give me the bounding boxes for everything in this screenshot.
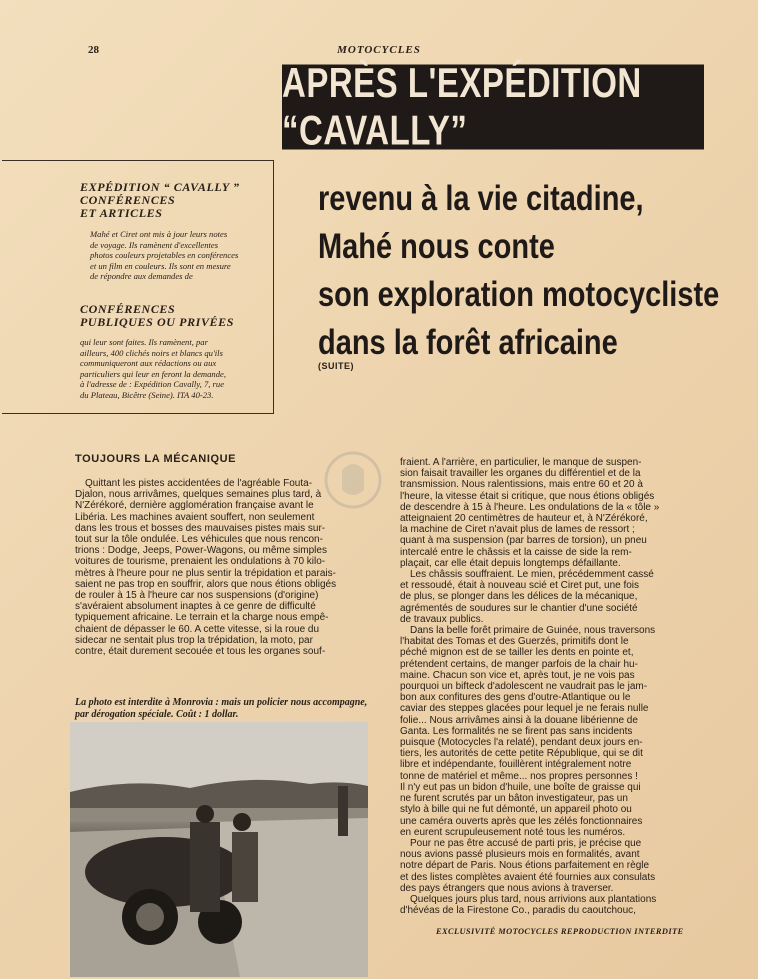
photo-illustration bbox=[70, 722, 368, 977]
info-box-subtitle-line: CONFÉRENCES bbox=[80, 302, 176, 316]
info-box-subtitle-line: PUBLIQUES OU PRIVÉES bbox=[80, 315, 235, 329]
text-line: l'heure, la vitesse était si critique, que nous étions obligés bbox=[400, 490, 655, 502]
banner-title: APRÈS L'EXPÉDITION “CAVALLY” bbox=[282, 59, 642, 154]
text-line: typiquement africaine. Le terrain et la charge nous empê- bbox=[75, 612, 329, 624]
section-title: TOUJOURS LA MÉCANIQUE bbox=[75, 453, 237, 465]
text-line: communiqueront aux rédactions ou aux bbox=[80, 358, 217, 369]
watermark-logo bbox=[322, 450, 384, 510]
text-line: quant à ma suspension (par barres de torsion), un pneu bbox=[400, 535, 647, 547]
text-line: Ganta. Les formalités ne se firent pas sans incidents bbox=[400, 725, 633, 737]
text-line: N'Zérékoré, dernière agglomération française avant le bbox=[75, 500, 314, 512]
text-line: de répondre aux demandes de bbox=[90, 271, 193, 282]
info-box-title-line: ET ARTICLES bbox=[80, 206, 163, 220]
text-line: dans les trous et bosses des mauvaises pistes mais sur- bbox=[75, 522, 326, 534]
text-line: plaçait, car elle était depuis longtemps défaillante. bbox=[400, 557, 621, 569]
info-box-title-line: EXPÉDITION “ CAVALLY ” bbox=[80, 180, 240, 194]
text-line: sidecar ne sentait plus trop la trépidation, la moto, par bbox=[75, 634, 313, 646]
text-line: la machine de Ciret n'avait plus de lames de ressort ; bbox=[400, 524, 635, 536]
text-line: stylo à bille qui ne fut démonté, un appareil photo ou bbox=[400, 804, 632, 816]
text-line: bon aux confitures des gens d'outre-Atlantique ou le bbox=[400, 692, 631, 704]
text-line: maine. Chacun son vice et, après tout, je ne vois pas bbox=[400, 669, 635, 681]
text-line: voitures de tourisme, prenaient les ondulations à 70 kilo- bbox=[75, 556, 326, 568]
text-line: Pour ne pas être accusé de parti pris, je précise que bbox=[410, 837, 642, 849]
text-line: caviar des steppes glacées pour lequel je ne ferais nulle bbox=[400, 703, 649, 715]
text-line: Quelques jours plus tard, nous arrivions aux plantations bbox=[410, 893, 657, 905]
suite-label: (SUITE) bbox=[318, 361, 354, 371]
text-line: d'hévéas de la Firestone Co., paradis du caoutchouc, bbox=[400, 905, 636, 917]
text-line: sion faisait travailler les organes du différentiel et de la bbox=[400, 468, 641, 480]
text-line: s'avéraient absolument inaptes à ce genre de difficulté bbox=[75, 601, 316, 613]
text-line: intercalé entre le châssis et la caisse de side la rem- bbox=[400, 546, 632, 558]
text-line: du Plateau, Bicêtre (Seine). ITA 40-23. bbox=[80, 389, 214, 400]
info-box-paragraph bbox=[80, 337, 226, 401]
text-line: saient ne pas trop en souffrir, alors que nous étions obligés bbox=[75, 578, 337, 590]
text-line: de rouler à 15 à l'heure car nos suspensions (d'origine) bbox=[75, 590, 319, 602]
text-line: ailleurs, 400 clichés noirs et blancs qu'ils bbox=[80, 347, 223, 358]
expedition-photo bbox=[70, 722, 368, 977]
text-line: atteignaient 20 centimètres de hauteur et, à N'Zérékoré, bbox=[400, 513, 648, 525]
text-line: péché mignon est de se tailler les dents en pointe et, bbox=[400, 647, 634, 659]
text-line: nous avions passé plusieurs mois en formalités, avant bbox=[400, 849, 640, 861]
text-line: et des listes complètes avaient été fournies aux consulats bbox=[400, 871, 656, 883]
text-line: tonne de matériel et même... nos propres personnes ! bbox=[400, 770, 638, 782]
text-line: fraient. A l'arrière, en particulier, le manque de suspen- bbox=[400, 457, 642, 468]
text-line: particuliers qui leur en feront la demande, bbox=[80, 368, 226, 379]
info-box-title bbox=[80, 181, 240, 220]
text-line: des pays étrangers que nous avions à traverser. bbox=[400, 882, 614, 894]
text-line: puisque (Motocycles l'a relaté), pendant deux jours en- bbox=[400, 737, 643, 749]
info-box-title-line: CONFÉRENCES bbox=[80, 193, 176, 207]
text-line: Il n'y eut pas un bidon d'huile, une boîte de graisse qui bbox=[400, 781, 641, 793]
headline bbox=[318, 175, 720, 367]
text-line: chaient de dépasser le 60. A cette vitesse, si la roue du bbox=[75, 623, 320, 635]
text-line: notre départ de Paris. Nous étions parfaitement en règle bbox=[400, 860, 650, 872]
magazine-name: MOTOCYCLES bbox=[337, 44, 421, 56]
text-line: Mahé et Ciret ont mis à jour leurs notes bbox=[90, 229, 228, 239]
text-line: Dans la belle forêt primaire de Guinée, nous traversons bbox=[410, 625, 656, 637]
text-line: transmission. Nous ralentissions, mais entre 60 et 20 à bbox=[400, 479, 643, 491]
text-line: libre et indépendante, fouillèrent intégralement notre bbox=[400, 759, 632, 771]
text-line: et ressoudé, était à nouveau scié et Ciret put, une fois bbox=[400, 580, 640, 592]
text-line: agrémentés de soudures sur le chantier d'une société bbox=[400, 602, 638, 614]
text-line: Djalon, nous arrivâmes, quelques semaines plus tard, à bbox=[75, 489, 322, 501]
text-line: Quittant les pistes accidentées de l'agréable Fouta- bbox=[85, 478, 313, 489]
text-line: en eurent scrupuleusement noté tous les numéros. bbox=[400, 826, 626, 838]
headline-line: son exploration motocycliste bbox=[318, 275, 720, 315]
info-box bbox=[2, 160, 274, 414]
text-line: ne furent scrutés par un bâton investigateur, pas un bbox=[400, 793, 628, 805]
text-line: de plus, se plonger dans les délices de la mécanique, bbox=[400, 591, 638, 603]
text-line: de descendre à 15 à l'heure. Les ondulations de la « tôle » bbox=[400, 501, 660, 513]
text-line: une caméra ouverts après que les zélés fonctionnaires bbox=[400, 815, 643, 827]
text-line: Les châssis souffraient. Le mien, précédemment cassé bbox=[410, 569, 654, 581]
text-line: de travaux publics. bbox=[400, 613, 484, 625]
text-line: qui leur sont faites. Ils ramènent, par bbox=[80, 337, 208, 347]
headline-line: dans la forêt africaine bbox=[318, 323, 618, 363]
text-line: contre, était durement secouée et tous les organes souf- bbox=[75, 646, 326, 658]
info-box-subtitle bbox=[80, 303, 234, 329]
text-line: et un film en couleurs. Ils sont en mesure bbox=[90, 260, 231, 271]
text-line: trions : Dodge, Jeeps, Power-Wagons, ou même simples bbox=[75, 545, 327, 557]
text-line: Libéria. Les machines avaient souffert, non seulement bbox=[75, 511, 315, 523]
info-box-paragraph bbox=[90, 229, 238, 282]
headline-line: revenu à la vie citadine, bbox=[318, 179, 644, 219]
text-line: prétendent certains, de manger parfois de la chair hu- bbox=[400, 658, 638, 670]
text-line: de voyage. Ils ramènent d'excellentes bbox=[90, 239, 219, 250]
text-line: mètres à l'heure pour ne plus sentir la trépidation et parais- bbox=[75, 567, 336, 579]
right-column bbox=[400, 457, 702, 916]
page-number: 28 bbox=[88, 44, 99, 56]
text-line: photos couleurs projetables en conférences bbox=[90, 250, 239, 261]
text-line: à l'adresse de : Expédition Cavally, 7, rue bbox=[80, 379, 225, 390]
article-banner bbox=[282, 59, 704, 154]
text-line: tout sur la tôle ondulée. Les véhicules que nous rencon- bbox=[75, 534, 323, 546]
text-line: tiers, les autorités de cette petite République, qui se dit bbox=[400, 748, 643, 760]
text-line: pourquoi un bifteck d'adolescent ne vaudrait pas le jam- bbox=[400, 681, 648, 693]
text-line: folie... Nous arrivâmes ainsi à la douane libérienne de bbox=[400, 714, 638, 726]
footer-notice: EXCLUSIVITÉ MOTOCYCLES REPRODUCTION INTERDITE bbox=[436, 927, 684, 936]
headline-line: Mahé nous conte bbox=[318, 227, 555, 267]
text-line: l'habitat des Tomas et des Guerzés, primitifs dont le bbox=[400, 636, 629, 648]
photo-caption: La photo est interdite à Monrovia : mais un policier nous accompagne, par dérogation spéciale. Coût : 1 dollar. bbox=[75, 697, 368, 720]
